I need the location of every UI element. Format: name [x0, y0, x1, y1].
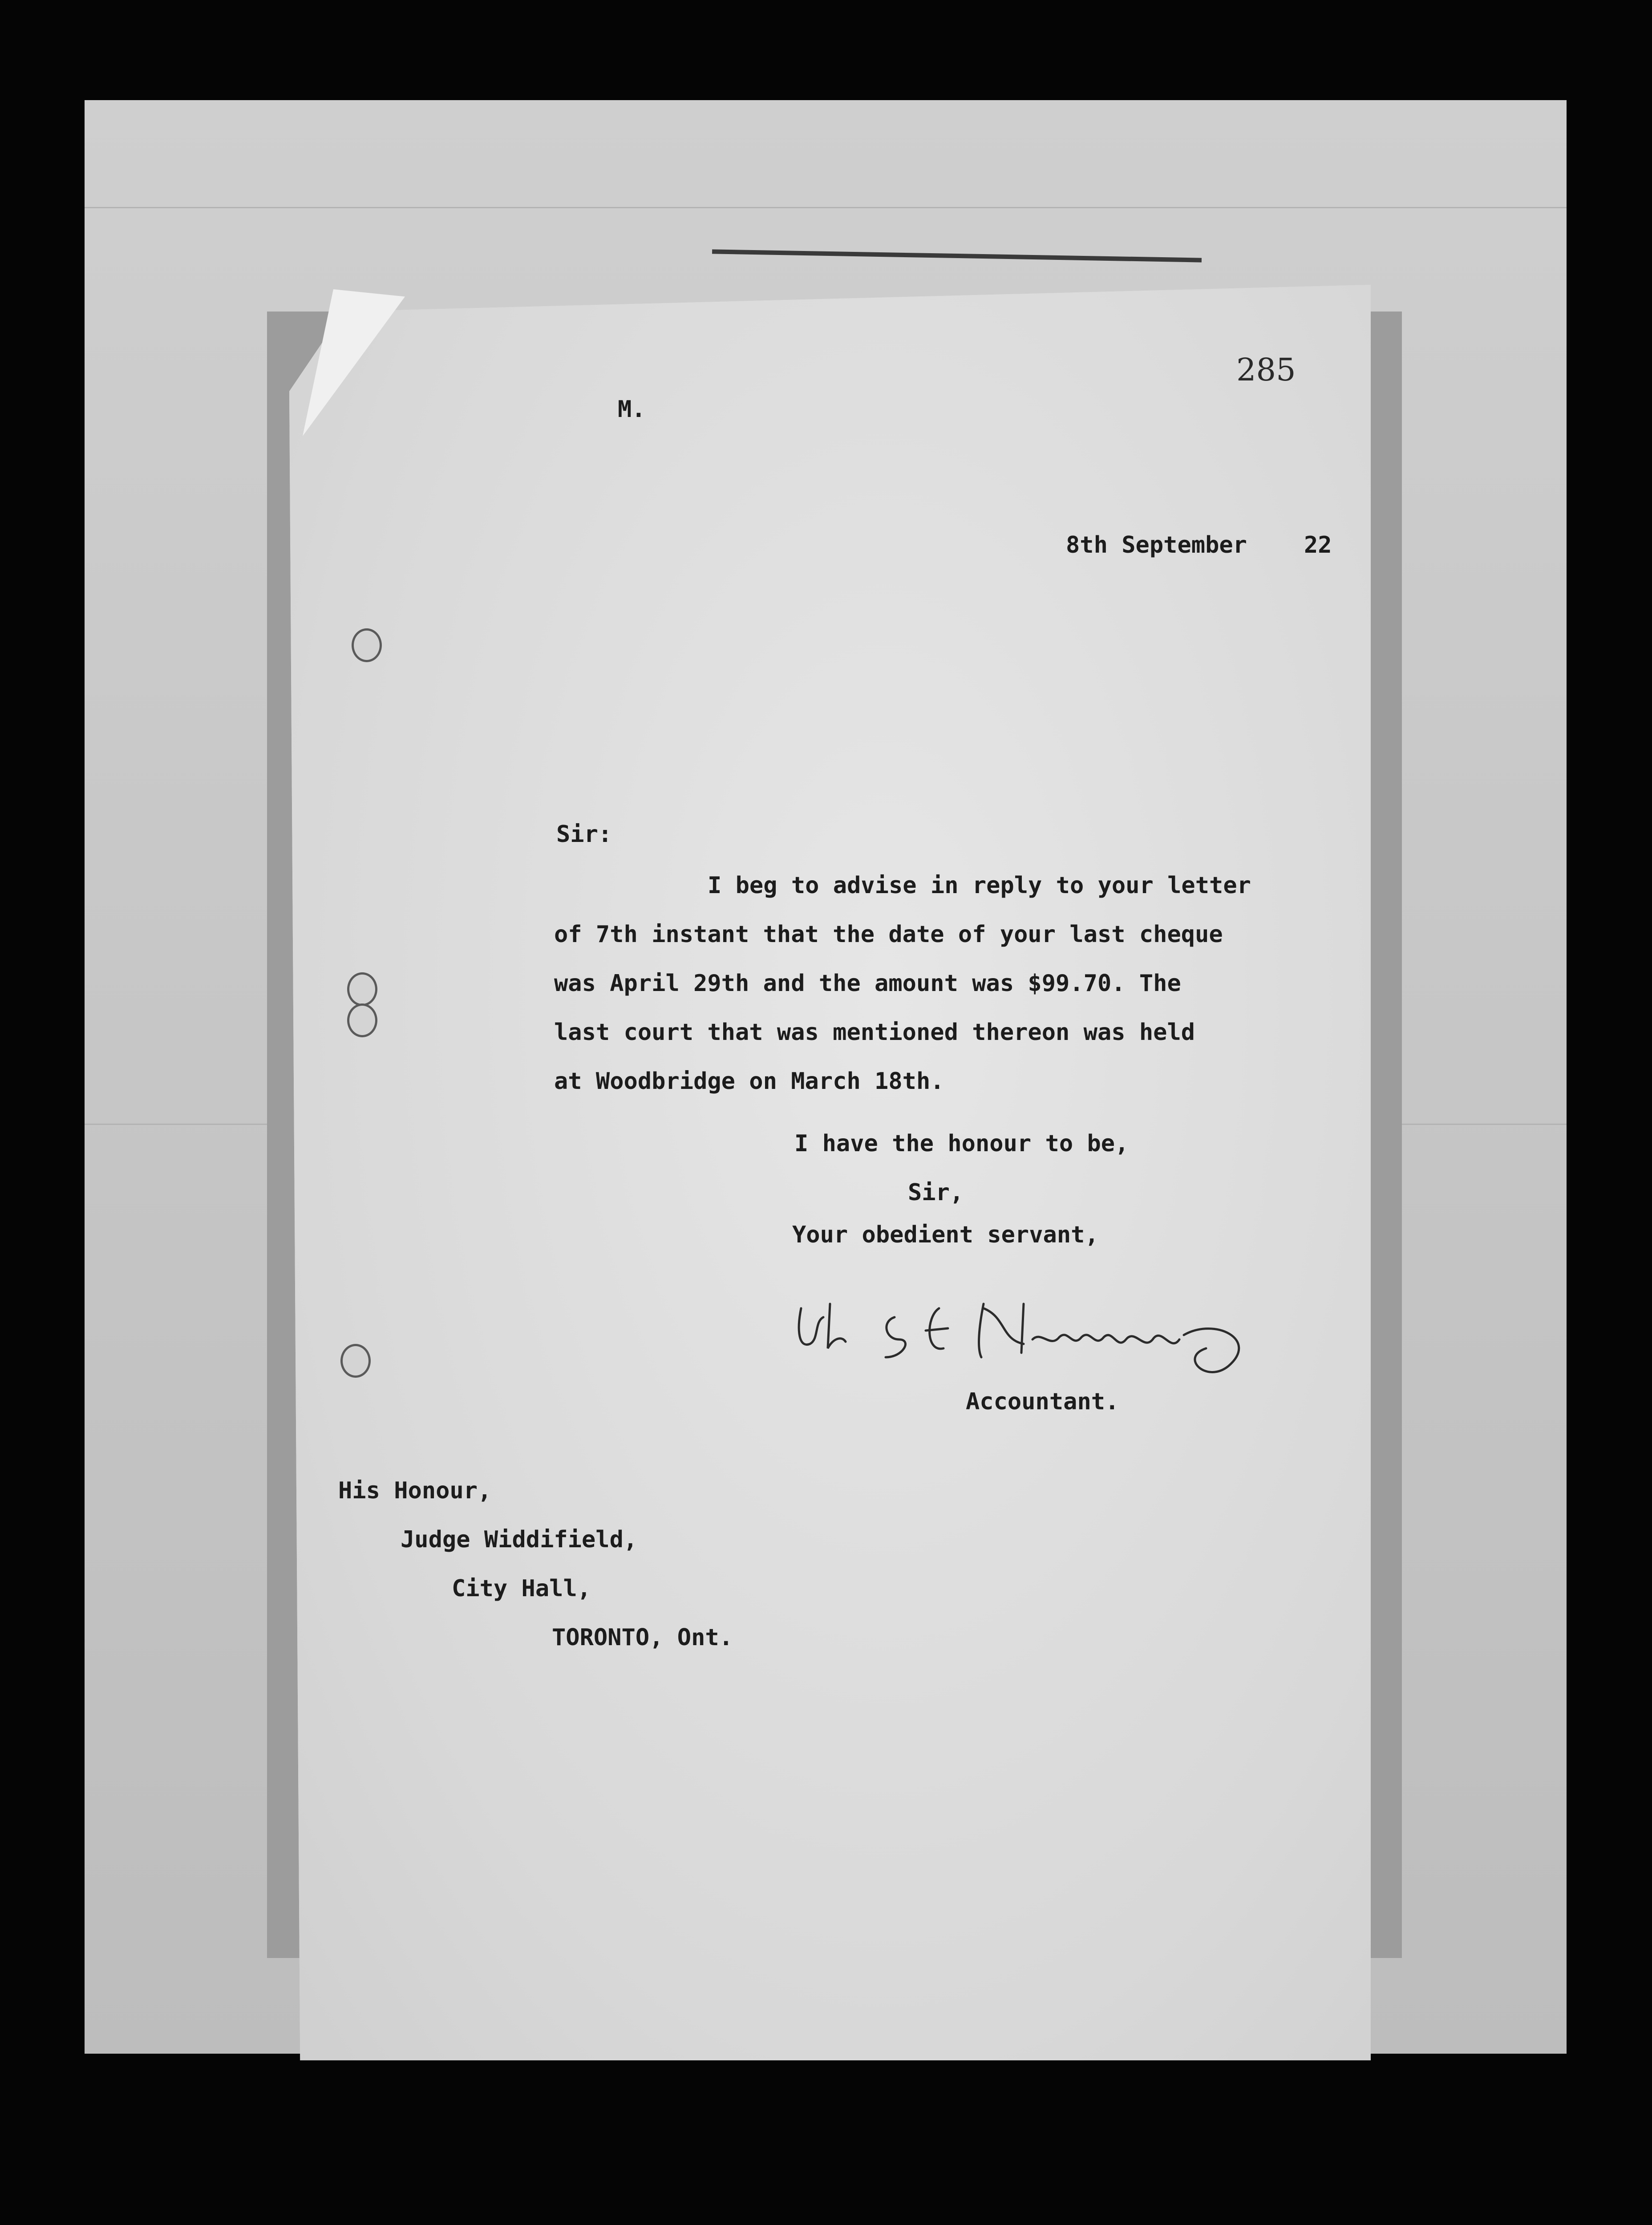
signature: [792, 1290, 1264, 1397]
body-line: I beg to advise in reply to your letter: [708, 872, 1251, 899]
punch-hole: [340, 1344, 371, 1378]
backing-rule: [85, 207, 1567, 208]
letter-year: 22: [1304, 532, 1332, 558]
addressee-line: TORONTO, Ont.: [552, 1624, 733, 1651]
body-line: was April 29th and the amount was $99.70. The: [554, 970, 1181, 997]
file-mark: M.: [618, 396, 646, 423]
punch-hole: [347, 1003, 377, 1037]
signature-text: (Sgd) J. E. Narraway: [792, 1290, 798, 1291]
body-line: at Woodbridge on March 18th.: [554, 1068, 944, 1095]
body-line: of 7th instant that the date of your last cheque: [554, 921, 1223, 948]
closing-line: I have the honour to be,: [794, 1130, 1129, 1157]
closing-line: Your obedient servant,: [792, 1222, 1099, 1248]
addressee-line: Judge Widdifield,: [401, 1526, 638, 1553]
addressee-line: City Hall,: [452, 1575, 591, 1602]
punch-hole: [352, 628, 382, 662]
addressee-line: His Honour,: [338, 1477, 492, 1504]
letter-date: 8th September: [1066, 532, 1247, 558]
page-number: 285: [1236, 352, 1296, 388]
salutation: Sir:: [556, 821, 612, 848]
punch-hole: [347, 972, 377, 1006]
closing-line: Sir,: [908, 1179, 964, 1206]
signer-title: Accountant.: [966, 1388, 1119, 1415]
body-line: last court that was mentioned thereon was held: [554, 1019, 1195, 1046]
backing-bar: [712, 249, 1202, 262]
